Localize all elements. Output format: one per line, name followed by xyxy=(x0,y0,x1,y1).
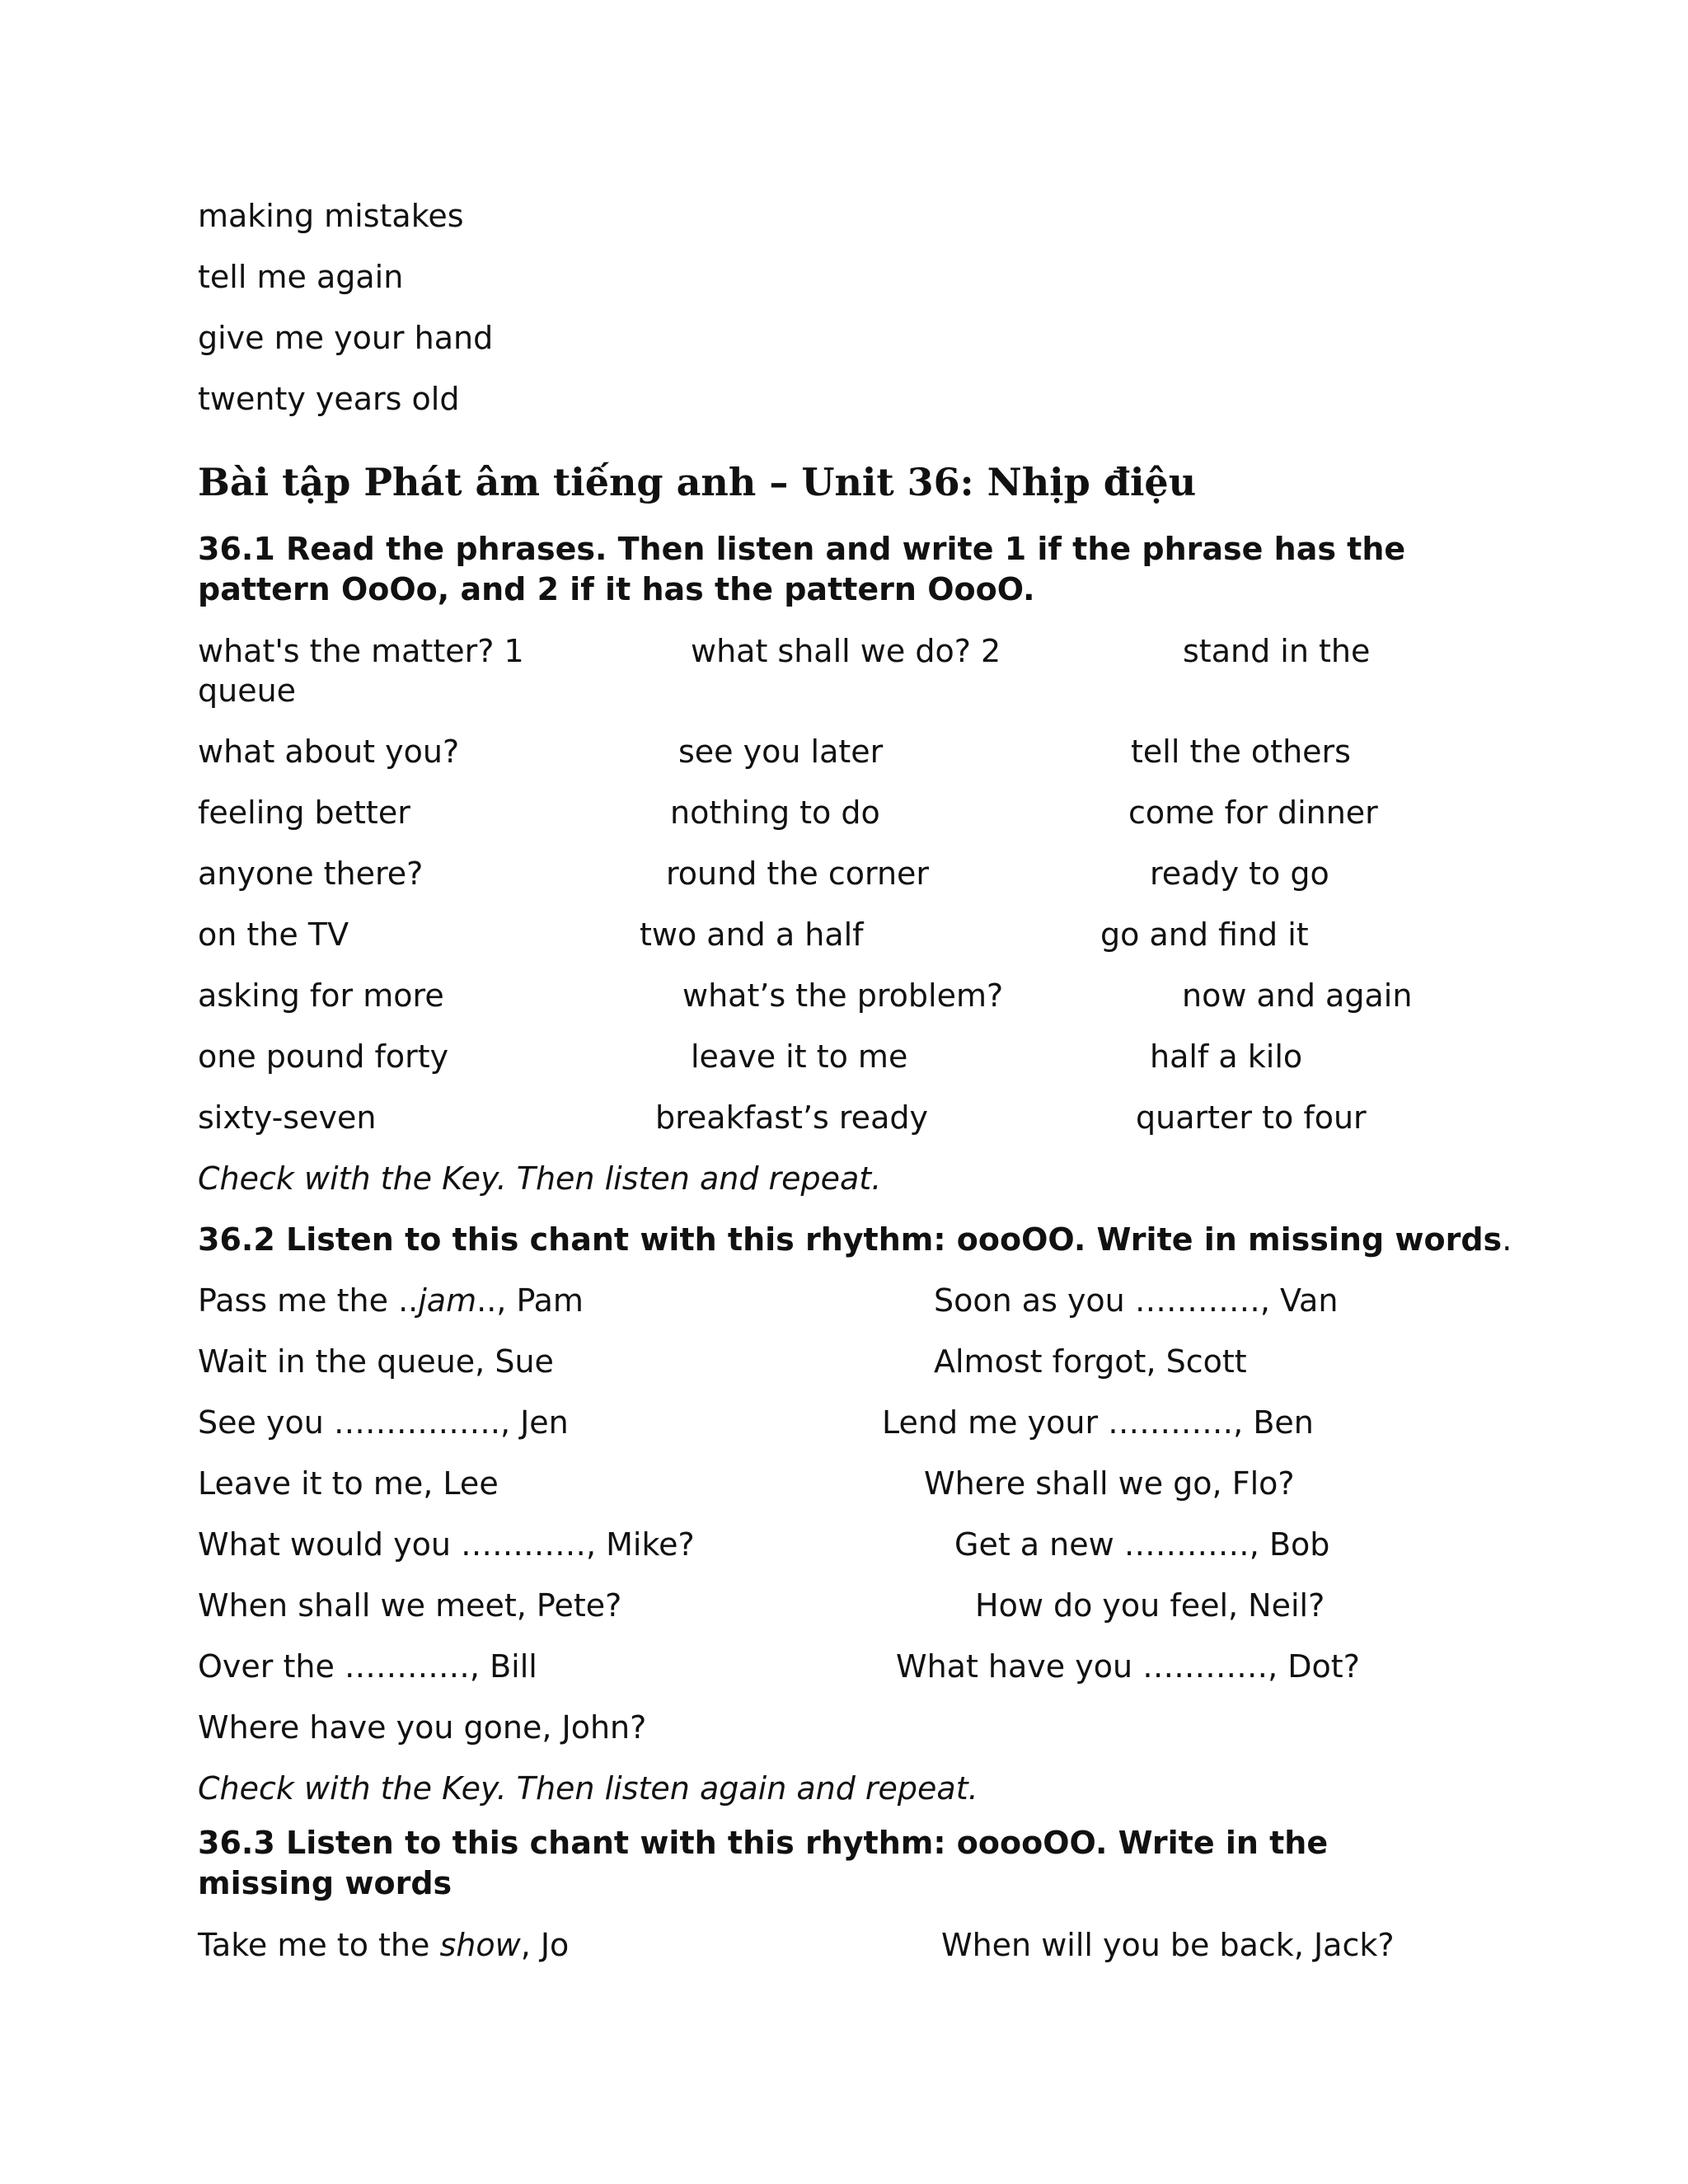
phrase-cell: feeling better xyxy=(198,794,410,831)
chant-line: Pass me the ..jam.., Pam xyxy=(198,1282,584,1319)
phrase-cell: leave it to me xyxy=(691,1038,908,1075)
phrase-cell: tell the others xyxy=(1131,733,1351,770)
chant-line: Lend me your …………, Ben xyxy=(882,1404,1314,1441)
chant-line: Where have you gone, John? xyxy=(198,1709,647,1746)
chant-line: Almost forgot, Scott xyxy=(934,1343,1247,1380)
phrase-cell: one pound forty xyxy=(198,1038,449,1075)
chant-line: Over the …………, Bill xyxy=(198,1648,537,1685)
phrase-cell: go and find it xyxy=(1100,916,1309,953)
phrase-cell: what’s the problem? xyxy=(682,977,1004,1014)
phrase-cell: quarter to four xyxy=(1136,1099,1367,1136)
phrase-cell: sixty-seven xyxy=(198,1099,377,1136)
exercise-3-instruction: 36.3 Listen to this chant with this rhythm: ooooOO. Write in the missing words xyxy=(198,1825,1329,1901)
chant-line: Wait in the queue, Sue xyxy=(198,1343,554,1380)
phrase-cell: half a kilo xyxy=(1150,1038,1303,1075)
phrase-cell: what's the matter? 1 xyxy=(198,633,524,669)
intro-line: give me your hand xyxy=(198,320,494,356)
phrase-cell: see you later xyxy=(678,733,884,770)
check-note: Check with the Key. Then listen again and repeat. xyxy=(198,1770,978,1807)
phrase-cell: stand in the xyxy=(1183,633,1371,669)
phrase-cell: ready to go xyxy=(1150,855,1329,892)
chant-line: What have you …………, Dot? xyxy=(896,1648,1360,1685)
chant-line: Where shall we go, Flo? xyxy=(924,1465,1295,1502)
chant-line: Take me to the show, Jo xyxy=(198,1927,570,1963)
exercise-1-instruction: 36.1 Read the phrases. Then listen and write 1 if the phrase has the pattern OoOo, and 2 if it has the pattern OooO. xyxy=(198,531,1406,607)
page-title: Bài tập Phát âm tiếng anh – Unit 36: Nhịp điệu xyxy=(198,460,1197,504)
example-answer: show xyxy=(439,1927,521,1963)
phrase-cell: now and again xyxy=(1182,977,1413,1014)
phrase-cell: round the corner xyxy=(666,855,930,892)
intro-line: tell me again xyxy=(198,259,404,295)
chant-line: How do you feel, Neil? xyxy=(975,1587,1325,1624)
chant-line: See you ……………., Jen xyxy=(198,1404,569,1441)
phrase-cell: asking for more xyxy=(198,977,444,1014)
exercise-2-instruction: 36.2 Listen to this chant with this rhythm: oooOO. Write in missing words. xyxy=(198,1221,1512,1258)
phrase-cell: two and a half xyxy=(640,916,864,953)
intro-line: twenty years old xyxy=(198,381,460,417)
phrase-cell: on the TV xyxy=(198,916,349,953)
chant-line: What would you …………, Mike? xyxy=(198,1526,695,1563)
check-note: Check with the Key. Then listen and repeat. xyxy=(198,1160,882,1197)
chant-line: Get a new …………, Bob xyxy=(954,1526,1330,1563)
phrase-cell: what shall we do? 2 xyxy=(691,633,1001,669)
phrase-cell: nothing to do xyxy=(670,794,880,831)
chant-line: When shall we meet, Pete? xyxy=(198,1587,622,1624)
phrase-cell: breakfast’s ready xyxy=(655,1099,928,1136)
phrase-cell: come for dinner xyxy=(1128,794,1378,831)
chant-line: When will you be back, Jack? xyxy=(941,1927,1395,1963)
phrase-cell: what about you? xyxy=(198,733,460,770)
phrase-cell: queue xyxy=(198,673,297,709)
chant-line: Soon as you …………, Van xyxy=(934,1282,1339,1319)
phrase-cell: anyone there? xyxy=(198,855,424,892)
intro-line: making mistakes xyxy=(198,198,464,234)
example-answer: jam xyxy=(418,1282,477,1319)
chant-line: Leave it to me, Lee xyxy=(198,1465,499,1502)
